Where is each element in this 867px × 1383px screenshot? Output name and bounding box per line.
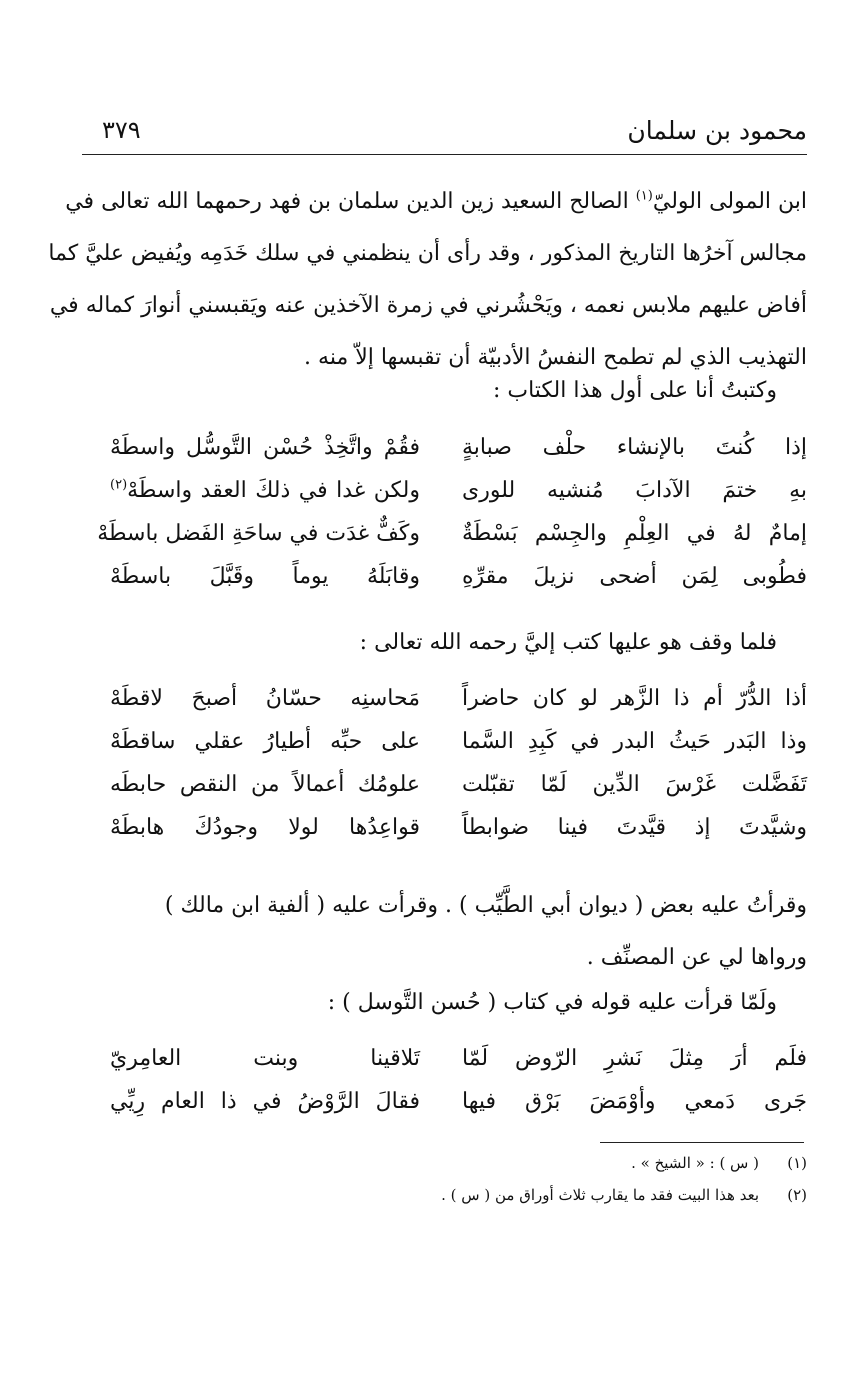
hemistich-second: وقابَلَهُ يوماً وقَبَّلَ باسطَهْ xyxy=(110,564,420,589)
verse xyxy=(80,435,807,478)
footnote-divider xyxy=(600,1142,804,1143)
intro-line: فلما وقف هو عليها كتب إليَّ رحمه الله تعالى : xyxy=(359,630,777,655)
hemistich-first: جَرى دَمعي وأوْمَضَ بَرْق فيها xyxy=(462,1089,807,1114)
footnote xyxy=(300,1186,807,1218)
verse xyxy=(80,564,807,607)
hemistich-second: فقالَ الرَّوْضُ في ذا العام رِيِّي xyxy=(110,1089,420,1114)
hemistich-first: وذا البَدر حَيثُ البدر في كَبِدِ السَّما xyxy=(462,729,807,754)
paragraph-line: وقرأتُ عليه بعض ( ديوان أبي الطَّيِّب ) . وقرأت عليه ( ألفية ابن مالك ) xyxy=(164,893,807,918)
hemistich-first: أذا الدُّرّ أم ذا الزَّهر لو كان حاضراً xyxy=(462,686,807,711)
poem-3 xyxy=(80,1046,807,1132)
footnotes xyxy=(300,1154,807,1218)
verse xyxy=(80,729,807,772)
footnote-number: (١) xyxy=(787,1154,807,1172)
hemistich-first: تَفَضَّلت غَرْسَ الدِّين لَمّا تقبّلت xyxy=(462,772,807,797)
paragraph-line: ورواها لي عن المصنِّف . xyxy=(586,945,807,970)
verse xyxy=(80,478,807,521)
hemistich-first: فلَم أرَ مِثلَ نَشرِ الرّوض لَمّا xyxy=(462,1046,807,1071)
hemistich-first: إذا كُنتَ بالإنشاء حلْف صبابةٍ xyxy=(462,435,807,460)
intro-line: وكتبتُ أنا على أول هذا الكتاب : xyxy=(492,378,777,403)
verse xyxy=(80,815,807,858)
verse xyxy=(80,686,807,729)
footnote-marker[interactable]: (٢) xyxy=(110,477,128,493)
poem-2 xyxy=(80,686,807,858)
hemistich-second: على حبِّه أطيارُ عقلي ساقطَهْ xyxy=(110,729,420,754)
hemistich-first: إمامٌ لهُ في العِلْمِ والجِسْم بَسْطَةٌ xyxy=(462,521,807,546)
hemistich-second: وكَفٌّ غدَت في ساحَةِ الفَضل باسطَهْ xyxy=(97,521,420,546)
paragraph-line: التهذيب الذي لم تطمح النفسُ الأدبيّة أن تقبسها إلاّ منه . xyxy=(304,345,807,370)
footnote-text: بعد هذا البيت فقد ما يقارب ثلاث أوراق من ( س ) . xyxy=(441,1186,759,1204)
paragraph-line: مجالس آخرُها التاريخ المذكور ، وقد رأى أن ينظمني في سلك خَدَمِه ويُفيض عليَّ كما xyxy=(48,241,807,266)
hemistich-second: قواعِدُها لولا وجودُكَ هابطَهْ xyxy=(110,815,420,840)
intro-line: ولَمّا قرأت عليه قوله في كتاب ( حُسن التَّوسل ) : xyxy=(327,990,777,1015)
paragraph-line: أفاض عليهم ملابس نعمه ، ويَحْشُرني في زمرة الآخذين عنه ويَقبسني أنوارَ كماله في xyxy=(49,293,807,318)
poem-1 xyxy=(80,435,807,607)
hemistich-second: فقُمْ واتَّخِذْ حُسْن التَّوسُّل واسطَهْ xyxy=(110,435,420,460)
hemistich-second: مَحاسنِه حسّانُ أصبحَ لاقطَهْ xyxy=(110,686,420,711)
footnote-marker[interactable]: (١) xyxy=(635,188,653,204)
footnote-number: (٢) xyxy=(787,1186,807,1204)
header-title: محمود بن سلمان xyxy=(627,116,807,145)
paragraph-1 xyxy=(48,176,807,384)
footnote xyxy=(300,1154,807,1186)
paragraph-2 xyxy=(80,880,807,984)
verse xyxy=(80,521,807,564)
hemistich-first: فطُوبى لِمَن أضحى نزيلَ مقرِّهِ xyxy=(462,564,807,589)
hemistich-first: وشيَّدتَ إذ قيَّدتَ فينا ضوابطاً xyxy=(462,815,807,840)
paragraph-line: ابن المولى الوليّ$^{(١)}$ الصالح السعيد زين الدين سلمان بن فهد رحمهما الله تعالى في xyxy=(65,188,807,214)
verse xyxy=(80,772,807,815)
hemistich-second: علومُك أعمالاً من النقص حابطَه xyxy=(110,772,420,797)
hemistich-first: بهِ ختمَ الآدابَ مُنشيه للورى xyxy=(462,478,807,503)
verse xyxy=(80,1046,807,1089)
page-number: ٣٧٩ xyxy=(102,116,141,144)
running-header xyxy=(82,112,807,155)
hemistich-second: ولكن غدا في ذلكَ العقد واسطَهْ$^{(٢)}$ xyxy=(110,477,420,503)
footnote-text: ( س ) : « الشيخ » . xyxy=(631,1154,759,1172)
verse xyxy=(80,1089,807,1132)
hemistich-second: تَلاقينا وبنت العامِريّ xyxy=(110,1046,420,1071)
